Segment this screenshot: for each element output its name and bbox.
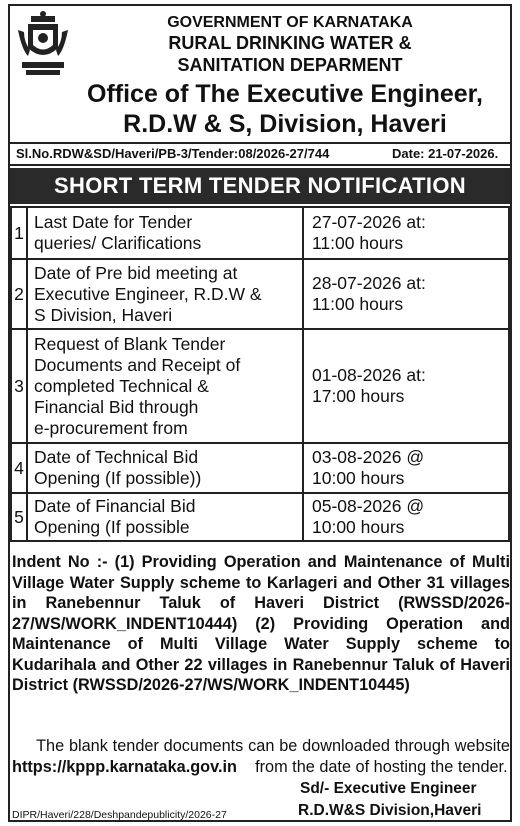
desc-line: Last Date for Tender bbox=[34, 212, 193, 232]
row-date bbox=[303, 493, 509, 541]
signatory-line2: R.D.W&S Division,Haveri bbox=[298, 802, 482, 819]
row-description bbox=[27, 493, 303, 541]
row-description bbox=[27, 329, 303, 443]
desc-line: Financial Bid through bbox=[34, 396, 199, 417]
signatory-line1: Sd/- Executive Engineer bbox=[300, 780, 477, 797]
date-line: 10:00 hours bbox=[312, 468, 405, 488]
row-number: 3 bbox=[11, 329, 27, 443]
note-text-part1: The blank tender documents can be downloaded through website bbox=[36, 737, 510, 755]
date-line: 11:00 hours bbox=[312, 294, 404, 314]
office-title-line1: Office of The Executive Engineer, bbox=[87, 80, 483, 108]
desc-line: queries/ Clarifications bbox=[34, 233, 202, 253]
table-row bbox=[11, 443, 509, 493]
row-number: 2 bbox=[11, 259, 27, 329]
row-number: 5 bbox=[11, 493, 27, 541]
reference-date: Date: 21-07-2026. bbox=[392, 146, 499, 161]
desc-line: Request of Blank Tender bbox=[34, 333, 226, 354]
schedule-table bbox=[10, 206, 510, 542]
row-description bbox=[27, 443, 303, 493]
state-emblem-icon bbox=[16, 10, 70, 80]
date-line: 17:00 hours bbox=[312, 386, 405, 406]
row-description bbox=[27, 207, 303, 259]
desc-line: Date of Pre bid meeting at bbox=[34, 262, 238, 283]
desc-line: completed Technical & bbox=[34, 375, 209, 396]
indent-details bbox=[12, 552, 510, 696]
website-link[interactable]: https://kppp.karnataka.gov.in bbox=[12, 757, 237, 776]
date-line: 01-08-2026 at: bbox=[312, 365, 426, 385]
department-title-line2: SANITATION DEPARMENT bbox=[177, 55, 403, 75]
government-title: GOVERNMENT OF KARNATAKA bbox=[167, 14, 413, 31]
date-line: 03-08-2026 @ bbox=[312, 447, 425, 467]
desc-line: Opening (If possible bbox=[34, 517, 190, 537]
date-line: 05-08-2026 @ bbox=[312, 496, 425, 516]
desc-line: Opening (If possible)) bbox=[34, 468, 202, 488]
indent-text: Indent No :- (1) Providing Operation and Maintenance of Multi Village Water Supply scheme to Karlageri and Other 31 villages in Ranebennur Taluk of Haveri District (RWSSD/2026-27/WS/WORK_INDENT10444) (2) Providing Operation and Maintenance of Multi Village Water Supply scheme to Kudarihala and Other 22 villages in Ranebennur Taluk of Haveri District (RWSSD/2026-27/WS/WORK_INDENT10445) bbox=[12, 553, 510, 694]
desc-line: e-procurement from bbox=[34, 417, 188, 438]
desc-line: Documents and Receipt of bbox=[34, 354, 241, 375]
download-note-text bbox=[12, 736, 510, 777]
department-title-line1: RURAL DRINKING WATER & bbox=[168, 33, 412, 53]
date-line: 27-07-2026 at: bbox=[312, 212, 426, 232]
office-title-line2: R.D.W & S, Division, Haveri bbox=[123, 110, 447, 138]
table-row bbox=[11, 493, 509, 541]
table-row bbox=[11, 329, 509, 443]
reference-number: Sl.No.RDW&SD/Haveri/PB-3/Tender:08/2026-27/744 bbox=[16, 146, 330, 161]
date-line: 28-07-2026 at: bbox=[312, 273, 426, 293]
desc-line: Executive Engineer, R.D.W & bbox=[34, 283, 262, 304]
row-number: 1 bbox=[11, 207, 27, 259]
row-date bbox=[303, 207, 509, 259]
row-date bbox=[303, 443, 509, 493]
note-text-part2: from the date of hosting the tender. bbox=[255, 757, 508, 776]
reference-line bbox=[10, 142, 510, 166]
desc-line: Date of Financial Bid bbox=[34, 496, 196, 516]
row-date bbox=[303, 329, 509, 443]
row-number: 4 bbox=[11, 443, 27, 493]
row-date bbox=[303, 259, 509, 329]
table-row bbox=[11, 259, 509, 329]
notification-banner: SHORT TERM TENDER NOTIFICATION bbox=[10, 168, 510, 204]
date-line: 10:00 hours bbox=[312, 517, 405, 537]
publicity-reference: DIPR/Haveri/228/Deshpandepublicity/2026-27 bbox=[12, 809, 227, 821]
table-row bbox=[11, 207, 509, 259]
desc-line: S Division, Haveri bbox=[34, 304, 173, 325]
download-note bbox=[12, 736, 510, 777]
date-line: 11:00 hours bbox=[312, 233, 404, 253]
row-description bbox=[27, 259, 303, 329]
desc-line: Date of Technical Bid bbox=[34, 447, 199, 467]
